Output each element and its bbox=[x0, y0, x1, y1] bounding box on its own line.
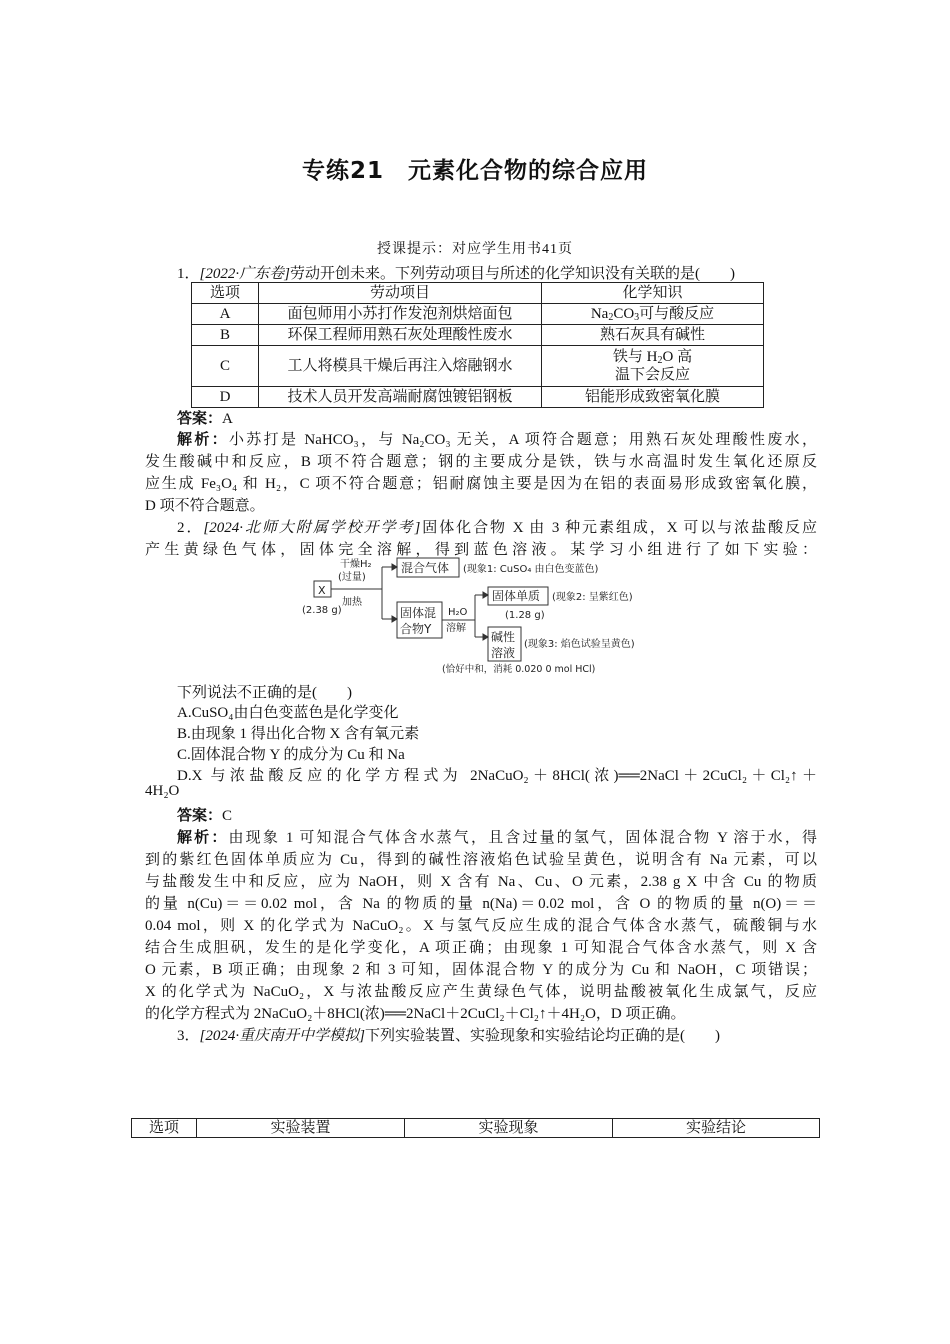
q2-option-a: A.CuSO₄由白色变蓝色是化学变化 bbox=[177, 705, 399, 721]
q2-option-b: B.由现象 1 得出化合物 X 含有氧元素 bbox=[177, 726, 420, 742]
q3-header-option: 选项 bbox=[132, 1119, 197, 1138]
q1-knowledge-cell: 熟石灰具有碱性 bbox=[542, 325, 764, 346]
q1-option-cell: D bbox=[192, 387, 259, 408]
reagent-note: (过量) bbox=[338, 572, 366, 583]
q1-table bbox=[191, 282, 764, 408]
q2-analysis-line-4: 的量 n(Cu)＝＝0.02 mol，含 Na 的物质的量 n(Na)＝0.02 mol，含 O 的物质的量 n(O)＝＝ bbox=[145, 896, 817, 912]
q2-ask: 下列说法不正确的是( ) bbox=[177, 685, 352, 701]
q2-option-d-cont: 4H₂O bbox=[145, 783, 180, 799]
x-mass: (2.38 g) bbox=[302, 605, 342, 616]
q1-header-knowledge: 化学知识 bbox=[542, 283, 764, 304]
q2-stem-line-1: 2．[2024·北师大附属学校开学考]固体化合物 X 由 3 种元素组成，X 可以与浓盐酸反应 bbox=[177, 520, 817, 536]
q2-analysis-line-8: X 的化学式为 NaCuO₂，X 与浓盐酸反应产生黄绿色气体，说明盐酸被氧化生成氯气，反应 bbox=[145, 984, 817, 1000]
q1-table-header bbox=[192, 283, 764, 304]
alkaline-label-1: 碱性 bbox=[491, 630, 516, 644]
q1-option-cell: B bbox=[192, 325, 259, 346]
q2-analysis-line-5: 0.04 mol，则 X 的化学式为 NaCuO₂。X 与氢气反应生成的混合气体含水蒸气，硫酸铜与水 bbox=[145, 918, 817, 934]
q2-analysis-line-1: 解析：由现象 1 可知混合气体含水蒸气，且含过量的氢气，固体混合物 Y 溶于水，得 bbox=[177, 830, 817, 846]
solid-mixture-label-1: 固体混 bbox=[400, 606, 437, 620]
table-row bbox=[192, 387, 764, 408]
solid-mixture-label-2: 合物Y bbox=[400, 622, 432, 636]
q1-stem bbox=[177, 262, 817, 283]
q1-knowledge-cell: 铝能形成致密氧化膜 bbox=[542, 387, 764, 408]
x-label: X bbox=[318, 584, 326, 597]
q2-analysis-line-7: O 元素，B 项正确；由现象 2 和 3 可知，固体混合物 Y 的成分为 Cu 和 NaOH，C 项错误； bbox=[145, 962, 817, 978]
q1-answer: 答案：A bbox=[177, 411, 233, 427]
q3-stem: 3．[2024·重庆南开中学模拟]下列实验装置、实验现象和实验结论均正确的是( ) bbox=[177, 1028, 720, 1044]
q1-analysis-line-1: 解析：小苏打是 NaHCO₃，与 Na₂CO₃ 无关，A 项符合题意；用熟石灰处理酸性废水， bbox=[177, 432, 817, 448]
solid-mass: (1.28 g) bbox=[505, 610, 545, 621]
q1-project-cell: 面包师用小苏打作发泡剂烘焙面包 bbox=[259, 304, 542, 325]
phenomenon-1: (现象1: CuSO₄ 由白色变蓝色) bbox=[463, 564, 599, 575]
table-row bbox=[192, 346, 764, 387]
q1-analysis-line-4: D 项不符合题意。 bbox=[145, 498, 265, 514]
q2-analysis-line-3: 与盐酸发生中和反应，应为 NaOH，则 X 含有 Na、Cu、O 元素，2.38 g X 中含 Cu 的物质 bbox=[145, 874, 817, 890]
q2-analysis-line-2: 到的紫红色固体单质应为 Cu，得到的碱性溶液焰色试验呈黄色，说明含有 Na 元素，可以 bbox=[145, 852, 817, 868]
q1-project-cell: 工人将模具干燥后再注入熔融钢水 bbox=[259, 346, 542, 387]
phenomenon-2: (现象2: 呈紫红色) bbox=[552, 592, 633, 603]
q3-table bbox=[131, 1118, 820, 1138]
q3-table-header bbox=[132, 1119, 820, 1138]
q2-flow-diagram bbox=[300, 555, 680, 675]
alkaline-label-2: 溶液 bbox=[491, 646, 516, 660]
q2-answer: 答案：C bbox=[177, 808, 233, 824]
teaching-hint: 授课提示：对应学生用书41页 bbox=[377, 242, 573, 257]
q1-option-cell: A bbox=[192, 304, 259, 325]
q1-knowledge-cell: $Na_2CO_3$可与酸反应 bbox=[542, 304, 764, 325]
q1-analysis-line-3: 应生成 Fe₃O₄ 和 H₂，C 项不符合题意；铝耐腐蚀主要是因为在铝的表面易形成致密氧化膜， bbox=[145, 476, 817, 492]
q1-project-cell: 技术人员开发高端耐腐蚀镀铝钢板 bbox=[259, 387, 542, 408]
q3-header-conclusion: 实验结论 bbox=[613, 1119, 820, 1138]
dissolve-label: 溶解 bbox=[446, 623, 466, 634]
q3-header-apparatus: 实验装置 bbox=[197, 1119, 405, 1138]
q1-project-cell: 环保工程师用熟石灰处理酸性废水 bbox=[259, 325, 542, 346]
reagent-h2: 干燥H₂ bbox=[340, 559, 372, 570]
q1-header-project: 劳动项目 bbox=[259, 283, 542, 304]
q3-header-phenomenon: 实验现象 bbox=[405, 1119, 613, 1138]
q1-source: [2022·广东卷] bbox=[199, 266, 290, 282]
heat-label: 加热 bbox=[342, 597, 362, 608]
page-title: 专练21 元素化合物的综合应用 bbox=[301, 158, 648, 184]
phenomenon-3: (现象3: 焰色试验呈黄色) bbox=[524, 639, 635, 650]
q2-analysis-line-6: 结合生成胆矾，发生的是化学变化，A 项正确；由现象 1 可知混合气体含水蒸气，则 X 含 bbox=[145, 940, 817, 956]
q1-stem-text: 劳动开创未来。下列劳动项目与所述的化学知识没有关联的是( ) bbox=[289, 266, 735, 282]
solid-element-label: 固体单质 bbox=[492, 589, 541, 603]
q2-option-c: C.固体混合物 Y 的成分为 Cu 和 Na bbox=[177, 747, 405, 763]
neutralization-note: (恰好中和，消耗 0.020 0 mol HCl) bbox=[442, 664, 596, 675]
q1-option-cell: C bbox=[192, 346, 259, 387]
q2-option-d: D.X 与浓盐酸反应的化学方程式为 2NaCuO₂＋8HCl(浓)══2NaCl＋2CuCl₂＋Cl₂↑＋ bbox=[177, 768, 817, 784]
q1-number: 1． bbox=[177, 266, 200, 282]
q2-analysis-line-9: 的化学方程式为 2NaCuO₂＋8HCl(浓)══2NaCl＋2CuCl₂＋Cl₂↑＋4H₂O，D 项正确。 bbox=[145, 1006, 686, 1022]
q1-analysis-line-2: 发生酸碱中和反应，B 项不符合题意；钢的主要成分是铁，铁与水高温时发生氧化还原反 bbox=[145, 454, 817, 470]
q2-stem-line-2: 产生黄绿色气体，固体完全溶解，得到蓝色溶液。某学习小组进行了如下实验： bbox=[145, 542, 817, 558]
table-row bbox=[192, 304, 764, 325]
water-label: H₂O bbox=[448, 607, 468, 618]
mixed-gas-label: 混合气体 bbox=[401, 561, 450, 575]
q1-header-option: 选项 bbox=[192, 283, 259, 304]
q1-knowledge-cell: 铁与 $H_2O$ 高 温下会反应 bbox=[542, 346, 764, 387]
table-row bbox=[192, 325, 764, 346]
